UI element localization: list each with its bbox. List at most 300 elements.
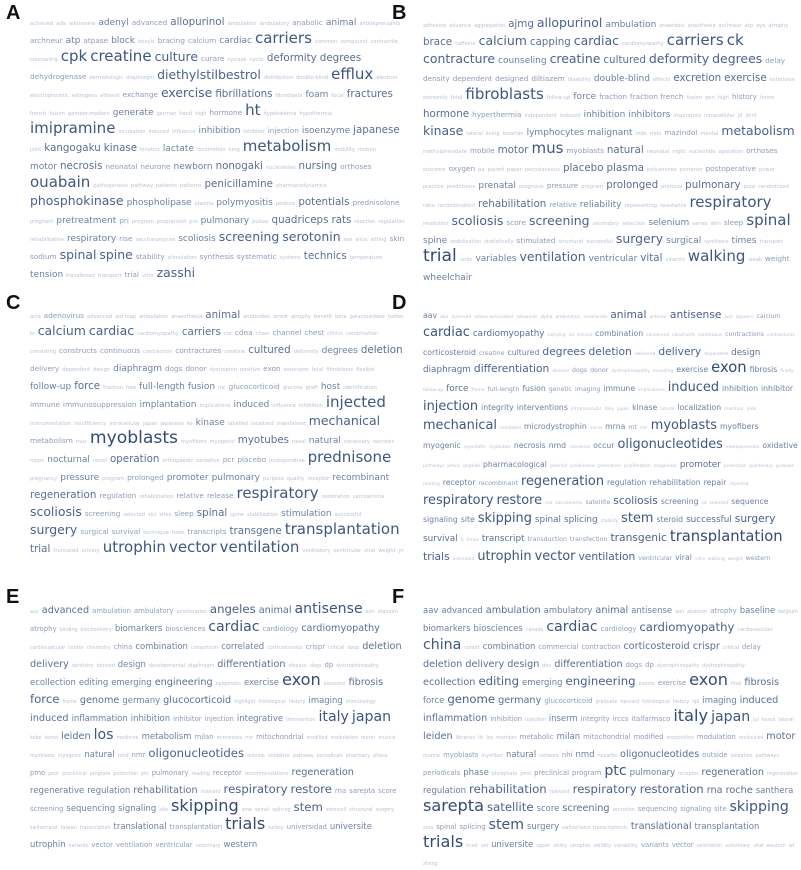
cloud-word: steroid bbox=[656, 515, 684, 525]
cloud-word: cardiovascular bbox=[737, 627, 773, 633]
cloud-word: dp bbox=[645, 661, 654, 670]
cloud-word: ambulation bbox=[227, 21, 257, 27]
cloud-word: histological bbox=[642, 700, 670, 706]
cloud-word: intracellular bbox=[704, 113, 735, 120]
cloud-word: metabolic bbox=[519, 733, 554, 742]
cloud-word: creatine bbox=[90, 47, 152, 66]
cloud-word: dystrophinopathy bbox=[702, 664, 745, 670]
cloud-word: outside bbox=[247, 754, 265, 760]
cloud-word: wt bbox=[788, 844, 795, 850]
cloud-word: site bbox=[159, 807, 169, 813]
cloud-word: beta bbox=[335, 314, 347, 320]
cloud-word: emerging bbox=[111, 676, 152, 687]
cloud-word: myoblasts bbox=[443, 750, 479, 759]
cloud-word: electrophoretic bbox=[30, 93, 69, 100]
cloud-word: prenatal bbox=[478, 181, 516, 192]
cloud-word: atrophy bbox=[768, 23, 789, 29]
cloud-word: restoration bbox=[639, 781, 704, 796]
cloud-word: designed bbox=[495, 74, 529, 84]
cloud-word: validity bbox=[593, 844, 612, 850]
cloud-word: pharmacodynamics bbox=[276, 183, 327, 190]
cloud-word: crispr bbox=[692, 640, 720, 652]
cloud-word: atp bbox=[744, 23, 754, 29]
cloud-word: japan bbox=[616, 407, 630, 413]
cloud-word: mitochondrial bbox=[256, 733, 304, 742]
cloud-word: italy bbox=[673, 705, 709, 725]
cloud-word: scoliosis bbox=[613, 493, 658, 507]
cloud-word: relevant bbox=[549, 789, 570, 795]
cloud-word: canada bbox=[525, 627, 544, 633]
cloud-word: common bbox=[314, 39, 338, 46]
cloud-word: exon bbox=[711, 359, 747, 377]
cloud-word: effects bbox=[652, 77, 671, 84]
cloud-word: veterinary bbox=[195, 844, 221, 850]
cloud-word: progenitor bbox=[653, 463, 677, 469]
cloud-word: generate bbox=[112, 108, 154, 119]
cloud-word: kinetics bbox=[140, 147, 160, 154]
cloud-word: power bbox=[759, 167, 775, 174]
cloud-word: respiratory bbox=[423, 492, 494, 508]
cloud-word: density bbox=[423, 74, 450, 84]
cloud-word: carriers bbox=[666, 31, 724, 50]
cloud-word: histological bbox=[258, 700, 286, 706]
cloud-word: prolonged bbox=[606, 179, 659, 192]
cloud-word: universite bbox=[491, 839, 534, 850]
cloud-word: injection bbox=[204, 714, 234, 723]
cloud-word: pulmonary bbox=[685, 179, 741, 192]
cloud-word: channel bbox=[272, 328, 302, 338]
cloud-word: antisense bbox=[294, 601, 363, 617]
cloud-word: injection bbox=[525, 717, 546, 723]
cloud-word: transport bbox=[97, 272, 122, 279]
cloud-word: nasal bbox=[292, 438, 306, 445]
cloud-word: clinics bbox=[327, 331, 343, 338]
cloud-word: los bbox=[93, 727, 114, 744]
cloud-word: cardiomyopathy bbox=[639, 619, 735, 634]
cloud-word: western bbox=[766, 844, 786, 850]
cloud-word: mechanical bbox=[423, 418, 497, 433]
cloud-word: los bbox=[486, 736, 494, 742]
cloud-word: sarepta bbox=[423, 795, 484, 815]
cloud-word: jd bbox=[737, 113, 743, 120]
cloud-word: rehabilitation bbox=[139, 494, 174, 501]
cloud-word: integrative bbox=[236, 712, 284, 723]
cloud-word: patients bbox=[155, 183, 177, 190]
cloud-word: cardiomyopathy bbox=[621, 41, 664, 48]
cloud-word: uni bbox=[480, 844, 489, 850]
cloud-word: urinary bbox=[81, 548, 100, 555]
cloud-word: cyclic bbox=[249, 57, 264, 64]
cloud-word: anesthesia bbox=[687, 23, 716, 29]
cloud-word: myofiber bbox=[481, 753, 503, 759]
cloud-word: surgical bbox=[666, 235, 702, 246]
cloud-word: diethylstilbestrol bbox=[157, 67, 261, 83]
cloud-word: serotonin bbox=[282, 229, 341, 245]
cloud-word: screening bbox=[30, 804, 64, 813]
cloud-word: china bbox=[423, 636, 462, 653]
cloud-word: gen bbox=[705, 95, 715, 102]
cloud-word: nursing bbox=[298, 160, 338, 173]
cloud-word: rehabilitation bbox=[469, 781, 547, 796]
cloud-word: signaling bbox=[680, 804, 712, 813]
cloud-word: pcr bbox=[222, 455, 235, 465]
cloud-word: intervention bbox=[286, 717, 316, 723]
cloud-word: aid map bbox=[115, 314, 137, 320]
cloud-word: utrophin bbox=[477, 549, 532, 565]
cloud-word: atp bbox=[65, 36, 81, 47]
cloud-word: orthopaedic bbox=[162, 458, 194, 465]
cloud-word: satellite bbox=[585, 498, 611, 506]
cloud-word: allopurinol bbox=[536, 15, 603, 30]
cloud-word: stem bbox=[293, 799, 323, 814]
cloud-word: rna bbox=[545, 500, 553, 506]
cloud-word: resistance bbox=[660, 202, 687, 209]
cloud-word: purpose bbox=[776, 463, 794, 469]
cloud-word: motor bbox=[30, 162, 58, 173]
cloud-word: translational bbox=[630, 820, 692, 832]
cloud-word: sici bbox=[148, 512, 157, 519]
cloud-word: utrophin bbox=[30, 839, 66, 850]
cloud-word: dev bbox=[542, 664, 552, 670]
cloud-word: selected bbox=[709, 500, 729, 506]
cloud-word: delay bbox=[765, 56, 786, 66]
cloud-word: weight bbox=[727, 557, 743, 563]
cloud-word: sarepta bbox=[349, 786, 376, 795]
cloud-word: sma bbox=[423, 825, 434, 831]
cloud-word: stemcell bbox=[325, 807, 347, 813]
cloud-word: dystrophinopathy bbox=[656, 664, 700, 670]
cloud-word: myoblasts bbox=[650, 418, 717, 433]
cloud-word: caffeine bbox=[455, 41, 476, 48]
cloud-word: milan bbox=[194, 733, 214, 742]
cloud-word: spinal bbox=[534, 515, 562, 526]
cloud-word: anabolic bbox=[292, 18, 323, 27]
cloud-word: carrying bbox=[547, 332, 566, 338]
cloud-word: editing bbox=[78, 676, 109, 687]
cloud-word: novartis bbox=[597, 753, 618, 759]
cloud-word: sma bbox=[241, 807, 252, 813]
cloud-word: injection bbox=[267, 126, 299, 136]
cloud-word: trial bbox=[30, 543, 51, 556]
cloud-word: neonatal bbox=[105, 162, 138, 172]
cloud-word: ecollection bbox=[423, 676, 476, 688]
cloud-word: dependent bbox=[704, 351, 729, 357]
cloud-word: spinal bbox=[746, 210, 791, 229]
cloud-word: spine bbox=[423, 235, 448, 246]
cloud-word: outside bbox=[702, 750, 728, 759]
cloud-word: efflux bbox=[331, 65, 374, 84]
cloud-word: epigenetic bbox=[215, 681, 241, 687]
cloud-word: operation bbox=[718, 149, 744, 156]
cloud-word: ventilation bbox=[578, 550, 636, 564]
cloud-word: pulmonary bbox=[151, 769, 189, 778]
cloud-word: spinal bbox=[59, 247, 97, 263]
cloud-word: cardiovascular bbox=[30, 646, 66, 652]
cloud-word: baseline bbox=[739, 605, 776, 615]
cloud-word: antidepressants bbox=[359, 21, 401, 27]
cloud-word: delivery bbox=[658, 344, 702, 358]
cloud-word: cdna bbox=[234, 328, 253, 338]
cloud-word: ke bbox=[186, 420, 193, 427]
cloud-word: ambulation bbox=[605, 20, 657, 30]
cloud-word: china bbox=[113, 643, 133, 652]
cloud-word: calcium bbox=[188, 36, 217, 46]
cloud-word: mrna bbox=[605, 422, 626, 431]
cloud-word: cohort bbox=[464, 645, 480, 651]
cloud-word: imaging bbox=[308, 695, 343, 706]
cloud-word: cardiac bbox=[573, 33, 619, 49]
cloud-word: localized bbox=[251, 420, 274, 427]
cloud-word: restore bbox=[496, 492, 543, 508]
word-cloud bbox=[30, 12, 408, 282]
cloud-word: stability bbox=[135, 252, 165, 262]
cloud-word: sarcolemma bbox=[352, 494, 385, 501]
cloud-word: advanced bbox=[87, 314, 113, 320]
cloud-word: promoter bbox=[166, 473, 209, 484]
cloud-word: utrophin bbox=[102, 538, 166, 557]
cloud-word: pts bbox=[141, 772, 149, 778]
cloud-word: bracing bbox=[157, 36, 186, 46]
cloud-word: skipping bbox=[477, 511, 532, 527]
cloud-word: degrees bbox=[319, 52, 362, 65]
cloud-word: corticosteroids bbox=[267, 646, 303, 652]
cloud-word: transplantation bbox=[669, 528, 783, 546]
cloud-word: frame bbox=[62, 700, 77, 706]
cloud-word: ataluren bbox=[377, 610, 398, 615]
cloud-word: pathogenesis bbox=[93, 183, 128, 190]
cloud-word: orthoses bbox=[746, 146, 778, 156]
cloud-word: achieved bbox=[451, 315, 472, 320]
cloud-word: necrosis bbox=[60, 160, 103, 173]
cloud-word: variability bbox=[614, 844, 638, 850]
cloud-word: score bbox=[536, 802, 560, 813]
cloud-word: follow-up bbox=[30, 381, 72, 392]
cloud-word: relevant bbox=[200, 789, 221, 795]
cloud-word: prednisone bbox=[570, 463, 595, 469]
cloud-word: dogs bbox=[572, 367, 588, 375]
cloud-word: integrity bbox=[580, 714, 610, 723]
cloud-word: pelvic bbox=[447, 463, 461, 469]
cloud-word: cardiology bbox=[262, 625, 299, 634]
cloud-word: italy bbox=[318, 708, 349, 725]
cloud-word: adenovirus bbox=[43, 311, 85, 320]
cloud-word: transcriptomic bbox=[592, 825, 628, 831]
cloud-word: contraction bbox=[581, 642, 621, 651]
cloud-word: quadriceps bbox=[271, 214, 329, 227]
cloud-word: independent bbox=[524, 113, 557, 120]
cloud-word: myofibers bbox=[181, 438, 207, 445]
cloud-word: mobile bbox=[469, 146, 495, 156]
cloud-word: delivery bbox=[30, 659, 69, 671]
cloud-word: transplantation bbox=[284, 520, 400, 539]
cloud-word: sequencing bbox=[637, 804, 678, 813]
cloud-word: aon bbox=[365, 610, 375, 615]
cloud-word: induced bbox=[560, 113, 581, 120]
cloud-word: aav bbox=[30, 610, 39, 615]
cloud-word: oligonucleotides bbox=[617, 436, 723, 452]
cloud-word: oligonucleotides bbox=[620, 748, 700, 760]
cloud-word: regulation bbox=[99, 491, 137, 501]
cloud-word: immune bbox=[603, 384, 636, 394]
panel-label: D bbox=[392, 292, 407, 314]
cloud-word: archneur bbox=[30, 36, 63, 46]
cloud-word: highlight bbox=[234, 700, 256, 706]
cloud-word: boeyls bbox=[137, 39, 155, 46]
cloud-word: calcium bbox=[478, 33, 527, 49]
cloud-word: transferred bbox=[66, 272, 95, 279]
cloud-word: turkey bbox=[268, 825, 284, 831]
cloud-word: pathways bbox=[423, 463, 445, 469]
cloud-word: pharmacy bbox=[345, 754, 371, 760]
cloud-word: statistically bbox=[484, 238, 514, 245]
cloud-word: operation bbox=[109, 453, 160, 466]
cloud-word: western bbox=[223, 839, 258, 850]
cloud-word: saccharomyces bbox=[135, 237, 176, 244]
cloud-word: excretion bbox=[673, 72, 722, 85]
cloud-word: posture bbox=[275, 201, 296, 208]
cloud-word: advances bbox=[516, 315, 538, 320]
cloud-word: polymyositis bbox=[216, 198, 273, 209]
cloud-word: ambulation bbox=[92, 607, 131, 615]
cloud-word: differentiation bbox=[473, 362, 550, 376]
cloud-word: inhibition bbox=[298, 402, 323, 409]
cloud-word: stabilization bbox=[247, 512, 279, 519]
cloud-word: injection bbox=[423, 399, 479, 415]
word-cloud bbox=[423, 14, 801, 284]
cloud-word: genome bbox=[79, 695, 120, 707]
panel-label: F bbox=[392, 586, 405, 608]
cloud-word: transcript bbox=[481, 534, 525, 545]
cloud-word: fractures bbox=[346, 88, 393, 101]
cloud-word: diltiazem bbox=[531, 74, 565, 84]
cloud-word: combination bbox=[482, 640, 536, 651]
panel-label: C bbox=[6, 292, 21, 314]
cloud-word: inflammation bbox=[423, 712, 488, 724]
cloud-word: metabolism bbox=[242, 137, 332, 156]
cloud-word: fibrosis bbox=[749, 365, 778, 375]
cloud-word: transcription bbox=[79, 825, 111, 831]
cloud-word: stimulation bbox=[281, 509, 332, 520]
cloud-word: exon bbox=[689, 669, 728, 689]
cloud-word: variants bbox=[68, 844, 89, 850]
cloud-word: technics bbox=[303, 250, 347, 263]
cloud-word: times bbox=[731, 235, 757, 246]
cloud-word: rise bbox=[119, 234, 133, 244]
cloud-word: scoliosis bbox=[178, 234, 216, 245]
cloud-word: respiratory bbox=[572, 781, 637, 796]
cloud-word: bi bbox=[30, 331, 35, 338]
cloud-word: vital bbox=[753, 844, 764, 850]
cloud-word: fraction bbox=[103, 384, 123, 391]
cloud-word: situs bbox=[355, 237, 368, 244]
cloud-word: roche bbox=[725, 784, 753, 796]
cloud-word: degrees bbox=[321, 345, 358, 356]
cloud-word: regenerative bbox=[30, 784, 85, 795]
cloud-word: glucose bbox=[282, 384, 303, 391]
cloud-word: induced bbox=[233, 399, 270, 410]
cloud-word: relative bbox=[549, 199, 577, 209]
cloud-word: frame bbox=[471, 388, 485, 394]
cloud-word: japanese bbox=[160, 420, 184, 427]
cloud-word: lateral bbox=[466, 131, 483, 138]
cloud-word: regulation bbox=[87, 784, 131, 795]
cloud-word: aba bbox=[440, 315, 449, 320]
cloud-word: imaging bbox=[702, 695, 737, 706]
cloud-word: llc bbox=[478, 736, 484, 742]
cloud-word: inhibition bbox=[198, 126, 241, 137]
cloud-word: sites bbox=[159, 512, 172, 519]
cloud-word: fusion bbox=[49, 111, 65, 118]
cloud-word: regulation bbox=[378, 219, 405, 226]
cloud-word: prednisone bbox=[446, 184, 476, 191]
cloud-word: induced bbox=[30, 712, 69, 724]
cloud-word: vector bbox=[91, 841, 113, 850]
cloud-word: switzerland bbox=[562, 825, 590, 831]
cloud-word: score bbox=[506, 217, 526, 227]
cloud-word: contraction bbox=[143, 348, 173, 355]
cloud-word: events bbox=[638, 681, 655, 687]
cloud-word: spine bbox=[230, 512, 245, 519]
cloud-word: allopurinol bbox=[170, 16, 225, 28]
cloud-word: intramuscular bbox=[570, 407, 602, 413]
cloud-word: rehabilitative bbox=[30, 237, 64, 244]
cloud-word: selenium bbox=[648, 217, 690, 228]
cloud-word: ada bbox=[56, 21, 66, 27]
cloud-word: polyamines bbox=[646, 167, 677, 174]
cloud-word: inhibition bbox=[490, 714, 523, 723]
cloud-word: program bbox=[581, 184, 604, 191]
cloud-word: constructs bbox=[672, 332, 695, 338]
cloud-word: fibrosis bbox=[744, 676, 780, 688]
cloud-word: technique bbox=[143, 530, 169, 537]
cloud-word: ethanol bbox=[100, 93, 120, 100]
cloud-word: vitro bbox=[694, 557, 705, 563]
cloud-word: vitamin bbox=[665, 256, 685, 263]
cloud-word: regulation bbox=[607, 477, 647, 487]
cloud-word: neonatal bbox=[646, 149, 670, 156]
cloud-word: delivered bbox=[634, 351, 656, 357]
cloud-word: periodicals bbox=[423, 768, 461, 777]
cloud-word: follow-up bbox=[546, 95, 571, 102]
cloud-word: history bbox=[731, 92, 757, 102]
cloud-word: purpose bbox=[263, 476, 284, 483]
cloud-word: postoperative bbox=[269, 458, 305, 465]
cloud-word: scoliosis bbox=[451, 212, 504, 228]
cloud-word: inspiratory bbox=[673, 113, 702, 120]
cloud-word: stem bbox=[488, 816, 524, 833]
cloud-word: rats bbox=[331, 214, 352, 227]
cloud-word: aggregation bbox=[474, 23, 506, 29]
cloud-word: combination bbox=[345, 331, 378, 338]
cloud-word: pregnant bbox=[30, 219, 54, 226]
cloud-word: preclinical bbox=[534, 768, 570, 777]
cloud-word: regulation bbox=[423, 784, 467, 795]
cloud-word: antisense bbox=[631, 605, 673, 615]
cloud-word: repair bbox=[703, 477, 727, 487]
cloud-word: natural bbox=[505, 748, 537, 759]
cloud-word: malignant bbox=[587, 128, 633, 139]
cloud-word: lateral bbox=[660, 407, 675, 413]
cloud-word: plasma bbox=[194, 201, 214, 208]
cloud-word: randomized bbox=[758, 184, 789, 191]
cloud-word: counseling bbox=[30, 57, 58, 64]
cloud-word: combination bbox=[595, 328, 644, 338]
cloud-word: contracture bbox=[423, 51, 496, 67]
cloud-word: jul bbox=[753, 717, 759, 723]
cloud-word: mediated bbox=[499, 426, 521, 431]
cloud-word: double-blind bbox=[593, 74, 650, 85]
cloud-word: poor bbox=[48, 772, 60, 778]
